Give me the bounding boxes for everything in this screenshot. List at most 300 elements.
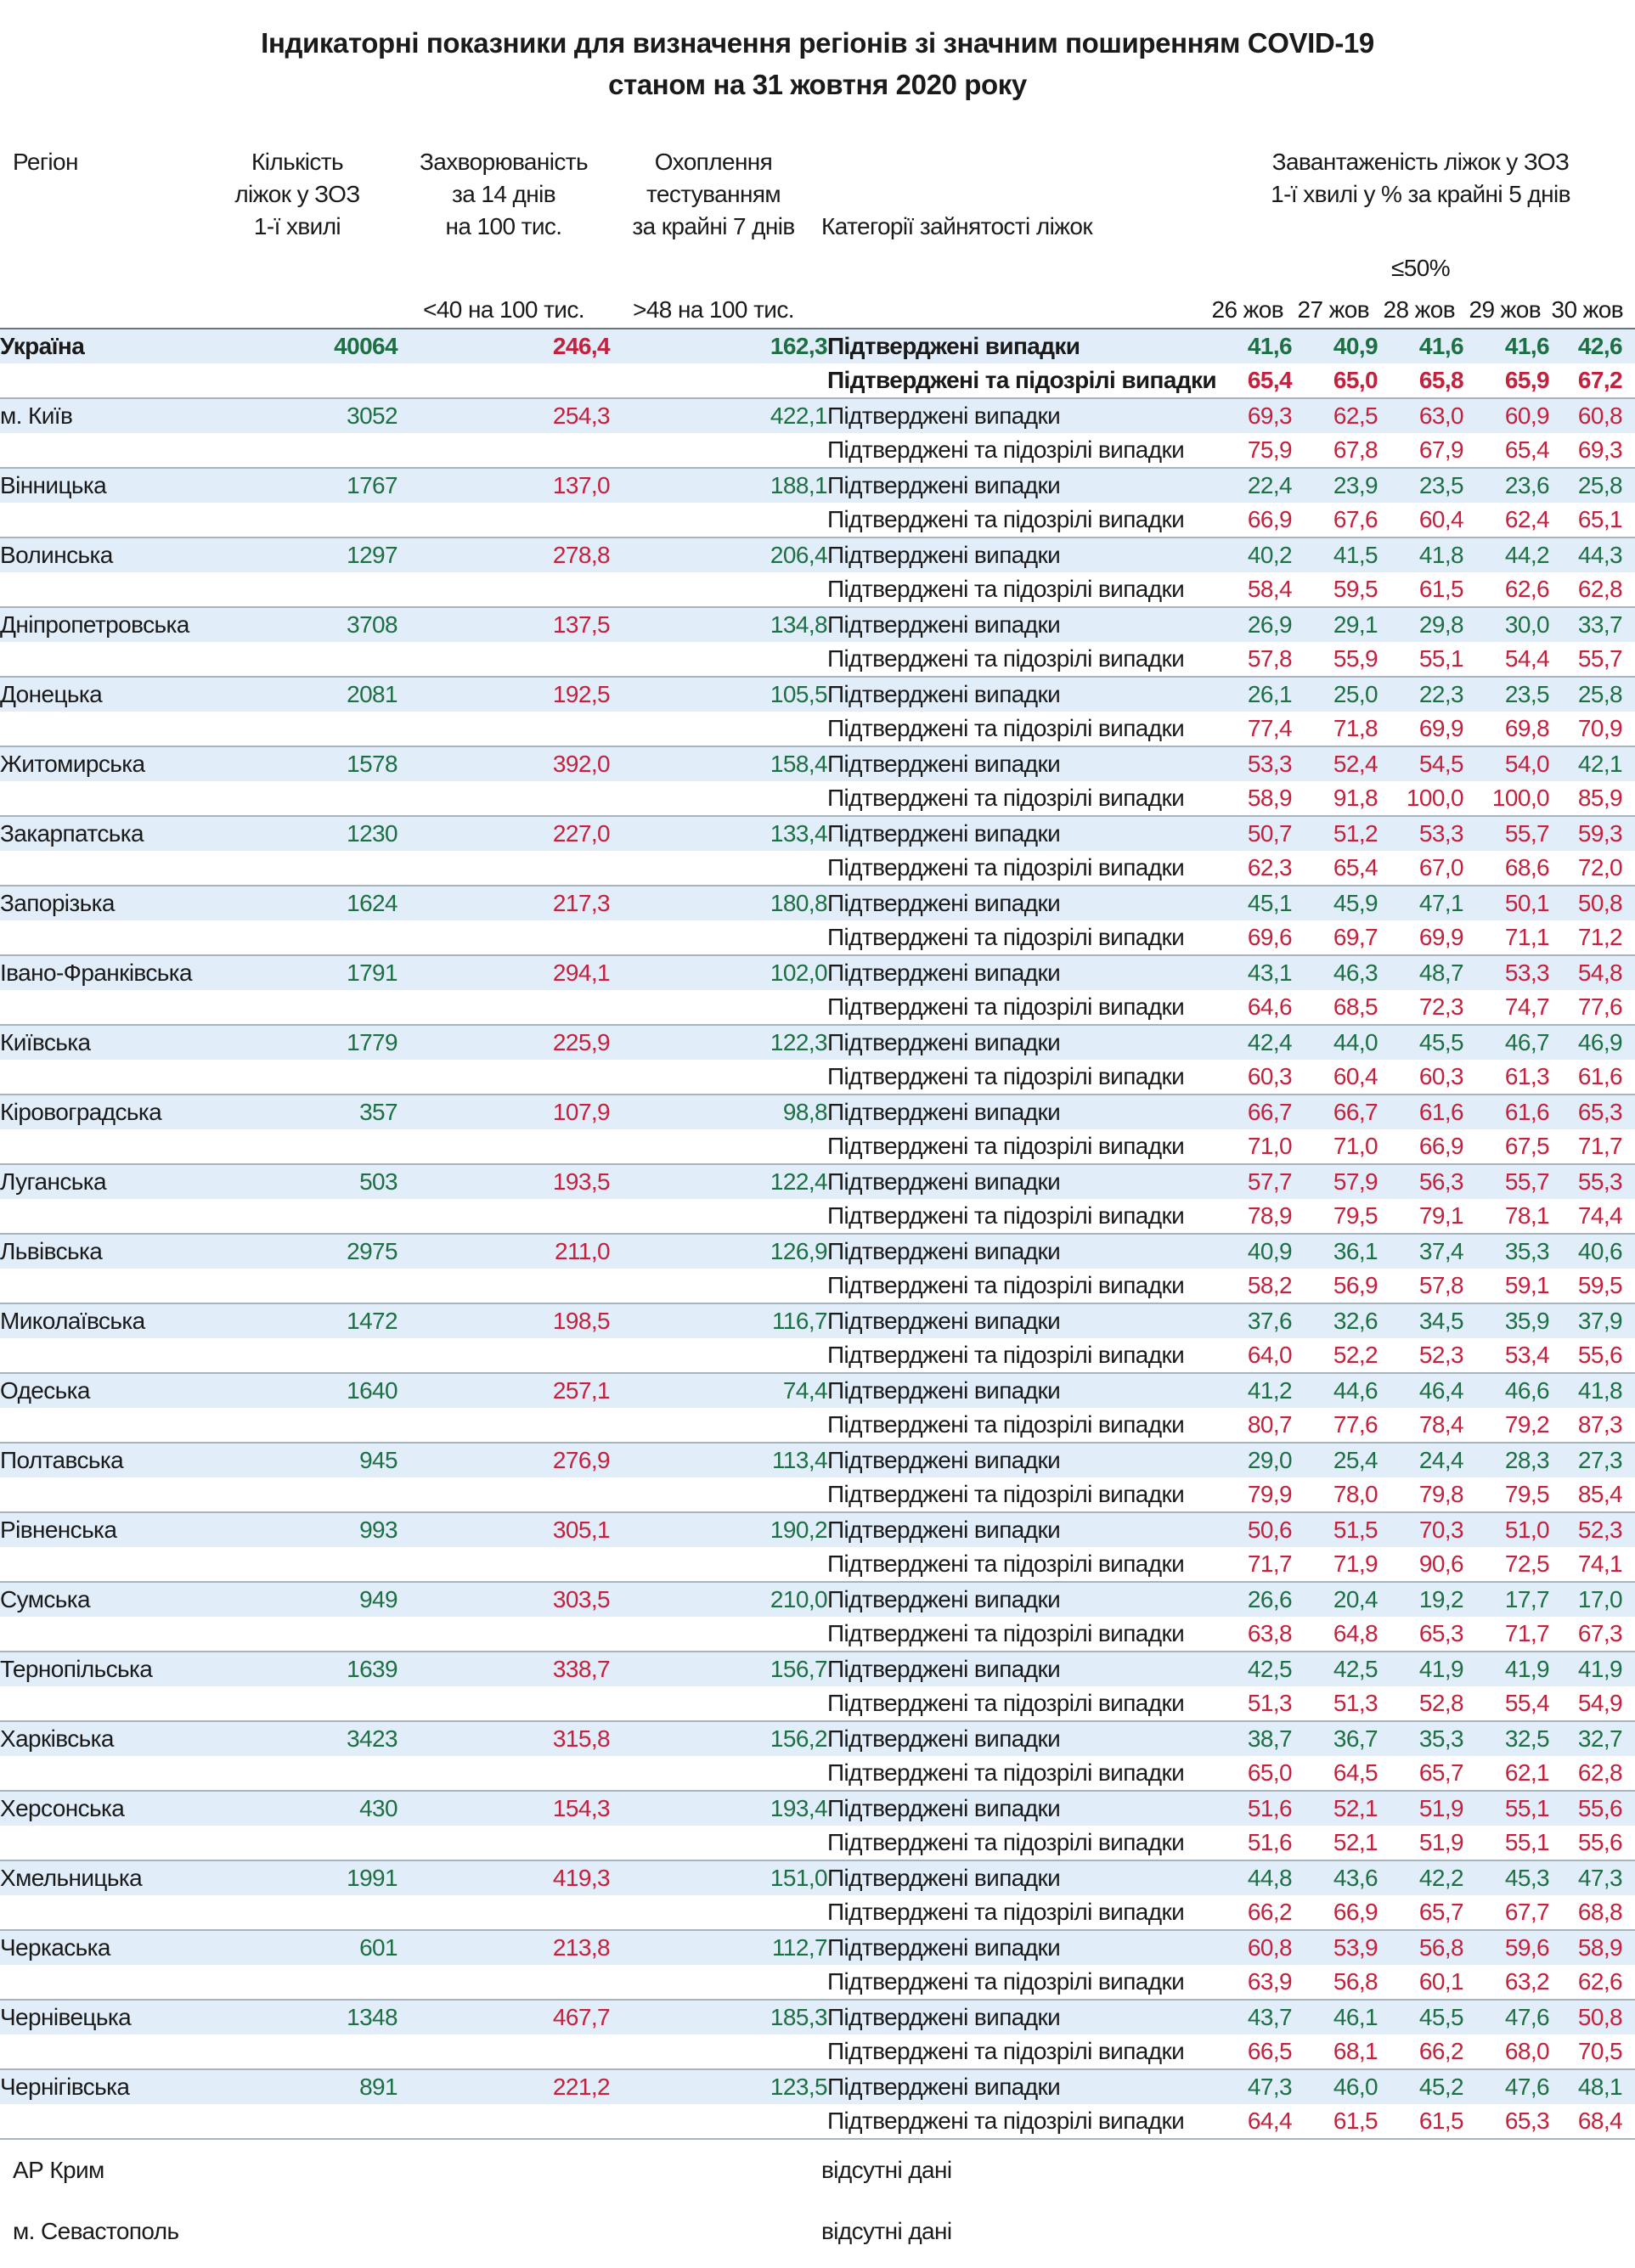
load-value-cell: 29,1	[1333, 611, 1378, 638]
load-value-cell: 57,9	[1333, 1168, 1378, 1195]
load-value-cell: 22,4	[1247, 472, 1292, 498]
load-value-cell: 74,1	[1549, 1547, 1635, 1582]
load-value-cell: 34,5	[1418, 1308, 1463, 1334]
incidence-cell: 107,9	[552, 1099, 610, 1125]
load-value-cell: 87,3	[1549, 1408, 1635, 1443]
date-header: 26 жов	[1211, 296, 1283, 323]
load-value-cell: 58,9	[1577, 1934, 1622, 1961]
category-label-cell: Підтверджені випадки	[827, 1308, 1061, 1334]
testing-threshold-label: >48 на 100 тис.	[633, 296, 794, 323]
region-name-cell: Запорізька	[0, 890, 115, 916]
testing-coverage-cell: 122,4	[770, 1168, 827, 1195]
load-value-cell: 51,5	[1333, 1517, 1378, 1543]
testing-coverage-cell: 185,3	[770, 2004, 827, 2030]
testing-coverage-cell	[610, 1199, 827, 1234]
region-name-cell	[0, 781, 195, 816]
beds-count-cell: 891	[359, 2074, 397, 2100]
load-threshold-label: ≤50%	[1390, 255, 1450, 281]
region-row-suspected	[0, 2104, 1635, 2139]
load-value-cell: 25,0	[1333, 681, 1378, 707]
testing-coverage-cell	[610, 1408, 827, 1443]
load-value-cell: 45,5	[1418, 1029, 1463, 1055]
region-name-cell	[0, 1269, 195, 1303]
category-label-cell: Підтверджені та підозрілі випадки	[827, 1756, 1206, 1791]
beds-count-cell: 1639	[347, 1656, 397, 1682]
load-value-cell: 55,7	[1504, 820, 1549, 847]
load-value-cell: 67,2	[1549, 363, 1635, 398]
testing-coverage-cell: 180,8	[770, 890, 827, 916]
load-value-cell: 41,6	[1418, 333, 1463, 359]
region-name-cell: Харківська	[0, 1725, 114, 1752]
category-label-cell: Підтверджені та підозрілі випадки	[827, 1895, 1206, 1930]
region-name: м. Севастополь	[13, 2218, 179, 2244]
load-value-cell: 79,8	[1378, 1477, 1463, 1512]
load-value-cell: 40,9	[1333, 333, 1378, 359]
beds-count-cell: 1791	[347, 960, 397, 986]
load-value-cell: 69,3	[1247, 402, 1292, 429]
load-value-cell: 66,9	[1378, 1129, 1463, 1164]
beds-count-cell: 40064	[334, 333, 397, 359]
beds-count-cell	[195, 1408, 397, 1443]
region-row-suspected	[0, 1129, 1635, 1164]
load-value-cell: 41,6	[1504, 333, 1549, 359]
beds-count-cell: 3052	[347, 402, 397, 429]
region-name-cell	[0, 642, 195, 677]
load-value-cell: 17,7	[1504, 1586, 1549, 1612]
region-row-confirmed	[0, 1860, 1635, 1895]
region-row-suspected	[0, 1547, 1635, 1582]
load-value-cell: 26,6	[1247, 1586, 1292, 1612]
region-row-confirmed	[0, 1095, 1635, 1129]
load-value-cell: 79,9	[1206, 1477, 1292, 1512]
load-value-cell: 52,8	[1378, 1686, 1463, 1721]
load-value-cell: 61,6	[1549, 1060, 1635, 1095]
beds-count-cell	[195, 712, 397, 746]
region-row-suspected	[0, 781, 1635, 816]
category-label-cell: Підтверджені та підозрілі випадки	[827, 572, 1206, 607]
load-value-cell: 51,6	[1247, 1795, 1292, 1821]
region-name-cell: Вінницька	[0, 472, 107, 498]
incidence-cell: 193,5	[552, 1168, 610, 1195]
category-label-cell: Підтверджені та підозрілі випадки	[827, 503, 1206, 537]
load-value-cell: 79,2	[1463, 1408, 1549, 1443]
region-row-confirmed	[0, 398, 1635, 433]
testing-coverage-cell	[610, 2104, 827, 2139]
load-value-cell: 54,0	[1504, 751, 1549, 777]
category-label-cell: Підтверджені та підозрілі випадки	[827, 1408, 1206, 1443]
region-row-confirmed	[0, 1164, 1635, 1199]
load-value-cell: 55,6	[1549, 1826, 1635, 1860]
region-name-cell	[0, 1826, 195, 1860]
load-value-cell: 65,4	[1206, 363, 1292, 398]
load-value-cell: 44,2	[1504, 542, 1549, 568]
category-label-cell: Підтверджені випадки	[827, 2004, 1061, 2030]
category-label-cell: Підтверджені випадки	[827, 1238, 1061, 1264]
incidence-cell: 192,5	[552, 681, 610, 707]
region-row-confirmed	[0, 607, 1635, 642]
load-value-cell: 36,1	[1333, 1238, 1378, 1264]
load-value-cell: 72,3	[1378, 990, 1463, 1025]
region-row-confirmed	[0, 1512, 1635, 1547]
load-value-cell: 62,8	[1549, 572, 1635, 607]
region-name-cell: Херсонська	[0, 1795, 125, 1821]
load-value-cell: 44,6	[1333, 1377, 1378, 1404]
region-name-cell: Черкаська	[0, 1934, 110, 1961]
load-value-cell: 72,0	[1549, 851, 1635, 886]
category-label-cell: Підтверджені та підозрілі випадки	[827, 363, 1206, 398]
load-value-cell: 61,5	[1378, 572, 1463, 607]
category-label-cell: Підтверджені та підозрілі випадки	[827, 2034, 1206, 2069]
load-value-cell: 44,3	[1577, 542, 1622, 568]
load-value-cell: 32,7	[1577, 1725, 1622, 1752]
region-row-suspected	[0, 1269, 1635, 1303]
load-value-cell: 66,9	[1292, 1895, 1378, 1930]
region-name-cell	[0, 1965, 195, 2000]
region-row-confirmed	[0, 746, 1635, 781]
load-value-cell: 74,7	[1463, 990, 1549, 1025]
beds-count-cell	[195, 433, 397, 468]
load-value-cell: 35,3	[1504, 1238, 1549, 1264]
load-value-cell: 67,9	[1378, 433, 1463, 468]
category-label-cell: Підтверджені та підозрілі випадки	[827, 642, 1206, 677]
load-value-cell: 44,8	[1247, 1865, 1292, 1891]
load-value-cell: 63,2	[1463, 1965, 1549, 2000]
region-name-cell: Івано-Франківська	[0, 960, 193, 986]
load-value-cell: 40,6	[1577, 1238, 1622, 1264]
region-name-cell	[0, 1060, 195, 1095]
load-value-cell: 69,3	[1549, 433, 1635, 468]
load-value-cell: 60,3	[1206, 1060, 1292, 1095]
region-row-suspected	[0, 1408, 1635, 1443]
incidence-cell	[397, 642, 610, 677]
region-name-cell	[0, 1408, 195, 1443]
beds-count-cell	[195, 1756, 397, 1791]
beds-count-cell: 1297	[347, 542, 397, 568]
category-label-cell: Підтверджені випадки	[827, 1029, 1061, 1055]
load-value-cell: 69,9	[1378, 712, 1463, 746]
incidence-cell: 278,8	[552, 542, 610, 568]
load-value-cell: 44,0	[1333, 1029, 1378, 1055]
load-value-cell: 100,0	[1378, 781, 1463, 816]
beds-count-cell	[195, 781, 397, 816]
region-row-confirmed	[0, 1373, 1635, 1408]
load-value-cell: 41,9	[1418, 1656, 1463, 1682]
load-value-cell: 23,6	[1504, 472, 1549, 498]
load-value-cell: 60,8	[1577, 402, 1622, 429]
category-label-cell: Підтверджені та підозрілі випадки	[827, 1269, 1206, 1303]
load-value-cell: 71,7	[1549, 1129, 1635, 1164]
load-value-cell: 65,3	[1378, 1617, 1463, 1652]
load-value-cell: 25,8	[1577, 472, 1622, 498]
load-value-cell: 65,4	[1463, 433, 1549, 468]
load-value-cell: 45,9	[1333, 890, 1378, 916]
load-value-cell: 65,7	[1378, 1895, 1463, 1930]
load-value-cell: 51,3	[1292, 1686, 1378, 1721]
incidence-cell: 276,9	[552, 1447, 610, 1473]
load-value-cell: 78,1	[1463, 1199, 1549, 1234]
region-row-suspected	[0, 1477, 1635, 1512]
load-value-cell: 42,1	[1577, 751, 1622, 777]
category-label-cell: Підтверджені випадки	[827, 1725, 1061, 1752]
load-value-cell: 46,0	[1333, 2074, 1378, 2100]
incidence-cell: 221,2	[552, 2074, 610, 2100]
beds-count-cell	[195, 363, 397, 398]
region-row-suspected	[0, 1617, 1635, 1652]
beds-count-cell	[195, 1269, 397, 1303]
load-value-cell: 74,4	[1549, 1199, 1635, 1234]
load-value-cell: 68,5	[1292, 990, 1378, 1025]
category-label-cell: Підтверджені випадки	[827, 1795, 1061, 1821]
load-value-cell: 50,6	[1247, 1517, 1292, 1543]
date-header: 29 жов	[1469, 296, 1541, 323]
region-name-cell	[0, 572, 195, 607]
load-value-cell: 62,6	[1463, 572, 1549, 607]
beds-count-cell	[195, 1477, 397, 1512]
no-data-row	[0, 2218, 1635, 2252]
region-row-confirmed	[0, 1582, 1635, 1617]
testing-coverage-cell	[610, 990, 827, 1025]
incidence-cell	[397, 1129, 610, 1164]
incidence-cell	[397, 363, 610, 398]
category-label-cell: Підтверджені та підозрілі випадки	[827, 2104, 1206, 2139]
beds-count-cell	[195, 1199, 397, 1234]
incidence-cell: 225,9	[552, 1029, 610, 1055]
incidence-cell	[397, 1269, 610, 1303]
testing-coverage-cell: 122,3	[770, 1029, 827, 1055]
load-value-cell: 54,9	[1549, 1686, 1635, 1721]
incidence-cell	[397, 712, 610, 746]
region-row-suspected	[0, 851, 1635, 886]
load-value-cell: 79,5	[1463, 1477, 1549, 1512]
load-value-cell: 55,9	[1292, 642, 1378, 677]
load-value-cell: 43,1	[1247, 960, 1292, 986]
load-value-cell: 28,3	[1504, 1447, 1549, 1473]
load-value-cell: 69,7	[1292, 920, 1378, 955]
load-value-cell: 67,0	[1378, 851, 1463, 886]
load-value-cell: 41,8	[1418, 542, 1463, 568]
category-label-cell: Підтверджені та підозрілі випадки	[827, 851, 1206, 886]
load-value-cell: 52,3	[1577, 1517, 1622, 1543]
testing-coverage-cell: 206,4	[770, 542, 827, 568]
category-label-cell: Підтверджені та підозрілі випадки	[827, 712, 1206, 746]
load-value-cell: 58,9	[1206, 781, 1292, 816]
load-value-cell: 48,1	[1577, 2074, 1622, 2100]
date-header-row	[1206, 294, 1635, 326]
load-value-cell: 67,6	[1292, 503, 1378, 537]
testing-coverage-cell: 158,4	[770, 751, 827, 777]
load-value-cell: 68,1	[1292, 2034, 1378, 2069]
load-value-cell: 53,4	[1463, 1338, 1549, 1373]
region-row-confirmed	[0, 816, 1635, 851]
load-value-cell: 79,1	[1378, 1199, 1463, 1234]
testing-coverage-cell: 113,4	[772, 1447, 827, 1473]
load-value-cell: 42,6	[1577, 333, 1622, 359]
load-value-cell: 68,4	[1549, 2104, 1635, 2139]
load-value-cell: 46,6	[1504, 1377, 1549, 1404]
testing-coverage-cell	[610, 1756, 827, 1791]
incidence-cell: 305,1	[552, 1517, 610, 1543]
page-title-line1: Індикаторні показники для визначення регіонів зі значним поширенням COVID-19	[261, 27, 1374, 59]
category-label-cell: Підтверджені та підозрілі випадки	[827, 990, 1206, 1025]
load-value-cell: 67,7	[1463, 1895, 1549, 1930]
category-label-cell: Підтверджені та підозрілі випадки	[827, 1129, 1206, 1164]
load-value-cell: 37,9	[1577, 1308, 1622, 1334]
region-row-confirmed	[0, 537, 1635, 572]
load-value-cell: 60,9	[1504, 402, 1549, 429]
incidence-cell	[397, 1965, 610, 2000]
category-label-cell: Підтверджені випадки	[827, 1865, 1061, 1891]
testing-coverage-cell	[610, 2034, 827, 2069]
region-name-cell: Львівська	[0, 1238, 103, 1264]
beds-count-cell: 949	[359, 1586, 397, 1612]
incidence-cell: 213,8	[552, 1934, 610, 1961]
beds-count-cell	[195, 1547, 397, 1582]
load-value-cell: 60,3	[1378, 1060, 1463, 1095]
no-data-row	[0, 2157, 1635, 2191]
load-value-cell: 65,3	[1577, 1099, 1622, 1125]
load-value-cell: 20,4	[1333, 1586, 1378, 1612]
load-value-cell: 35,9	[1504, 1308, 1549, 1334]
column-header-region: Регіон	[13, 149, 78, 175]
load-value-cell: 61,5	[1292, 2104, 1378, 2139]
region-name-cell	[0, 712, 195, 746]
page-title	[0, 22, 1635, 105]
incidence-cell: 257,1	[552, 1377, 610, 1404]
incidence-cell: 338,7	[552, 1656, 610, 1682]
page-title-line2: станом на 31 жовтня 2020 року	[608, 69, 1027, 100]
load-value-cell: 67,8	[1292, 433, 1378, 468]
load-value-cell: 77,4	[1206, 712, 1292, 746]
testing-coverage-cell: 162,3	[770, 333, 827, 359]
beds-count-cell: 1779	[347, 1029, 397, 1055]
load-value-cell: 56,9	[1292, 1269, 1378, 1303]
testing-coverage-cell: 156,7	[770, 1656, 827, 1682]
region-name-cell: Полтавська	[0, 1447, 124, 1473]
load-value-cell: 91,8	[1292, 781, 1378, 816]
incidence-cell: 315,8	[552, 1725, 610, 1752]
load-value-cell: 59,5	[1292, 572, 1378, 607]
incidence-cell	[397, 1060, 610, 1095]
load-value-cell: 62,4	[1463, 503, 1549, 537]
load-value-cell: 45,1	[1247, 890, 1292, 916]
incidence-cell	[397, 781, 610, 816]
load-value-cell: 51,9	[1378, 1826, 1463, 1860]
load-value-cell: 50,1	[1504, 890, 1549, 916]
testing-coverage-cell	[610, 1895, 827, 1930]
load-value-cell: 78,4	[1378, 1408, 1463, 1443]
testing-coverage-cell	[610, 572, 827, 607]
testing-coverage-cell	[610, 1617, 827, 1652]
load-value-cell: 56,8	[1292, 1965, 1378, 2000]
load-value-cell: 68,8	[1549, 1895, 1635, 1930]
incidence-cell	[397, 1547, 610, 1582]
incidence-cell	[397, 433, 610, 468]
column-header-beds: Кількість ліжок у ЗОЗ 1-ї хвилі	[234, 149, 360, 239]
load-value-cell: 56,8	[1418, 1934, 1463, 1961]
load-value-cell: 71,8	[1292, 712, 1378, 746]
testing-coverage-cell	[610, 1547, 827, 1582]
region-name-cell	[0, 2034, 195, 2069]
incidence-cell	[397, 920, 610, 955]
load-value-cell: 37,4	[1418, 1238, 1463, 1264]
load-value-cell: 64,0	[1206, 1338, 1292, 1373]
region-name-cell: Кіровоградська	[0, 1099, 162, 1125]
load-value-cell: 19,2	[1418, 1586, 1463, 1612]
region-name-cell	[0, 851, 195, 886]
incidence-cell	[397, 1477, 610, 1512]
load-value-cell: 77,6	[1292, 1408, 1378, 1443]
region-row-confirmed	[0, 1652, 1635, 1686]
load-value-cell: 23,5	[1504, 681, 1549, 707]
incidence-cell	[397, 1686, 610, 1721]
load-value-cell: 61,3	[1463, 1060, 1549, 1095]
load-value-cell: 51,3	[1206, 1686, 1292, 1721]
load-value-cell: 25,8	[1577, 681, 1622, 707]
load-value-cell: 60,4	[1292, 1060, 1378, 1095]
load-value-cell: 78,9	[1206, 1199, 1292, 1234]
load-value-cell: 41,9	[1577, 1656, 1622, 1682]
testing-coverage-cell: 123,5	[770, 2074, 827, 2100]
beds-count-cell	[195, 642, 397, 677]
column-header-bed-categories: Категорії зайнятості ліжок	[821, 213, 1092, 239]
load-value-cell: 41,8	[1577, 1377, 1622, 1404]
load-value-cell: 52,1	[1292, 1826, 1378, 1860]
beds-count-cell: 993	[359, 1517, 397, 1543]
load-value-cell: 65,4	[1292, 851, 1378, 886]
region-row-confirmed	[0, 1234, 1635, 1269]
load-value-cell: 52,4	[1333, 751, 1378, 777]
incidence-cell: 137,0	[552, 472, 610, 498]
load-value-cell: 51,6	[1206, 1826, 1292, 1860]
testing-coverage-cell: 126,9	[770, 1238, 827, 1264]
load-value-cell: 42,5	[1333, 1656, 1378, 1682]
incidence-cell: 294,1	[552, 960, 610, 986]
load-value-cell: 50,8	[1577, 2004, 1622, 2030]
load-value-cell: 51,0	[1504, 1517, 1549, 1543]
beds-count-cell	[195, 1060, 397, 1095]
beds-count-cell: 3423	[347, 1725, 397, 1752]
load-value-cell: 62,5	[1333, 402, 1378, 429]
incidence-cell	[397, 2104, 610, 2139]
load-value-cell: 26,1	[1247, 681, 1292, 707]
region-name-cell: Миколаївська	[0, 1308, 145, 1334]
load-value-cell: 66,2	[1206, 1895, 1292, 1930]
load-value-cell: 67,5	[1463, 1129, 1549, 1164]
load-value-cell: 45,3	[1504, 1865, 1549, 1891]
region-row-confirmed	[0, 329, 1635, 363]
testing-coverage-cell: 156,2	[770, 1725, 827, 1752]
load-value-cell: 55,6	[1549, 1338, 1635, 1373]
column-header-bed-load: Завантаженість ліжок у ЗОЗ 1-ї хвилі у % за крайні 5 днів	[1271, 149, 1570, 207]
testing-coverage-cell	[610, 712, 827, 746]
incidence-cell: 154,3	[552, 1795, 610, 1821]
load-value-cell: 65,0	[1292, 363, 1378, 398]
category-label-cell: Підтверджені та підозрілі випадки	[827, 1965, 1206, 2000]
beds-count-cell: 1578	[347, 751, 397, 777]
load-value-cell: 62,3	[1206, 851, 1292, 886]
load-value-cell: 47,1	[1418, 890, 1463, 916]
load-value-cell: 45,2	[1418, 2074, 1463, 2100]
load-value-cell: 50,7	[1247, 820, 1292, 847]
beds-count-cell	[195, 851, 397, 886]
region-row-suspected	[0, 572, 1635, 607]
incidence-cell: 137,5	[552, 611, 610, 638]
load-value-cell: 62,6	[1549, 1965, 1635, 2000]
beds-count-cell	[195, 920, 397, 955]
region-name-cell: Рівненська	[0, 1517, 117, 1543]
beds-count-cell	[195, 503, 397, 537]
load-value-cell: 40,9	[1247, 1238, 1292, 1264]
